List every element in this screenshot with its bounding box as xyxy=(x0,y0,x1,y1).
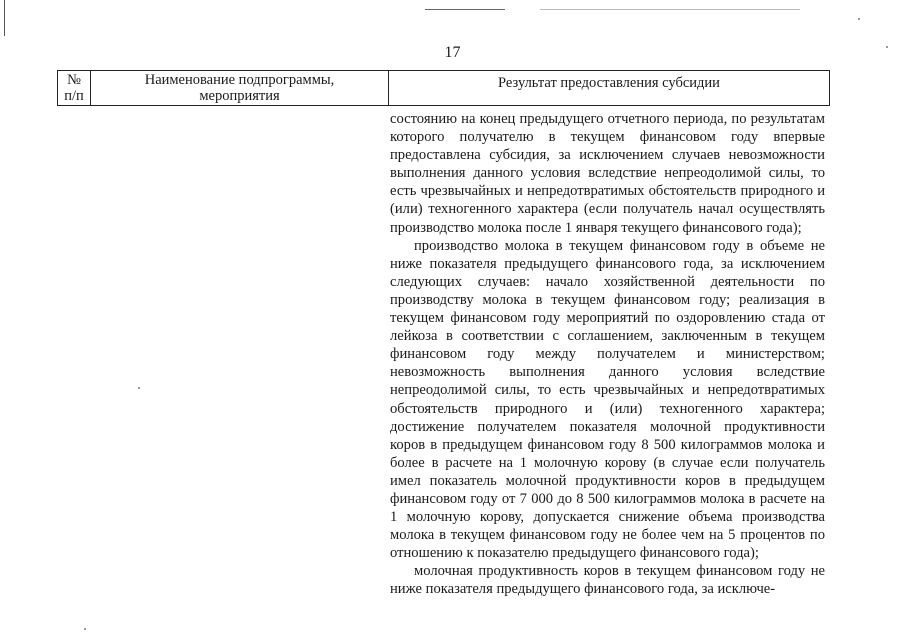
paragraph-milk-production: производство молока в текущем финансовом году в объеме не ниже показателя предыдущего финансового года, за исключением следующих случаев: начало хозяйственной деятельности по производству молока в текущем финансовом году; реализация в текущем финансовом году мероприятий по оздоровлению стада от лейкоза в соответствии с соглашением, заключенным в текущем финансовом году между получателем и министерством; невозможность выполнения данного условия вследствие непреодолимой силы, то есть чрезвычайных и непредотвратимых обстоятельств природного и (или) техногенного характера; достижение получателем показателя молочной продуктивности коров в предыдущем финансовом году 8 500 килограммов молока и более в расчете на 1 молочную корову (в случае если получатель имел показатель молочной продуктивности коров в предыдущем финансовом году от 7 000 до 8 500 килограммов молока в расчете на 1 молочную корову, допускается снижение объема производства молока в текущем финансовом году не более чем на 5 процентов по отношению к показателю предыдущего финансового года); xyxy=(390,237,825,562)
header-number-symbol: № xyxy=(67,72,81,88)
scan-edge-line xyxy=(4,0,5,36)
header-cell-name xyxy=(91,71,389,105)
header-name-line2: мероприятия xyxy=(199,88,280,104)
page-number: 17 xyxy=(444,44,461,61)
table-header xyxy=(57,70,830,106)
scan-top-line xyxy=(425,9,505,10)
result-text-column xyxy=(390,110,825,599)
scan-dot xyxy=(138,387,140,389)
scan-top-line xyxy=(540,9,800,10)
paragraph-milk-productivity: молочная продуктивность коров в текущем финансовом году не ниже показателя предыдущего финансового года, за исключе- xyxy=(390,563,825,598)
header-cell-number xyxy=(58,71,91,105)
header-cell-result xyxy=(389,71,829,105)
header-number-abbrev: п/п xyxy=(64,88,84,104)
header-result-label: Результат предоставления субсидии xyxy=(498,75,720,91)
paragraph-continuation: состоянию на конец предыдущего отчетного периода, по результатам которого получателю в текущем финансовом году впервые предоставлена субсидия, за исключением случаев невозможности выполнения данного условия вследствие непреодолимой силы, то есть чрезвычайных и непредотвратимых обстоятельств природного и (или) техногенного характера (если получатель начал осуществлять производство молока после 1 января текущего финансового года); xyxy=(390,111,825,236)
scan-dot xyxy=(858,18,860,20)
header-name-line1: Наименование подпрограммы, xyxy=(144,72,335,88)
scan-dot xyxy=(84,628,86,630)
